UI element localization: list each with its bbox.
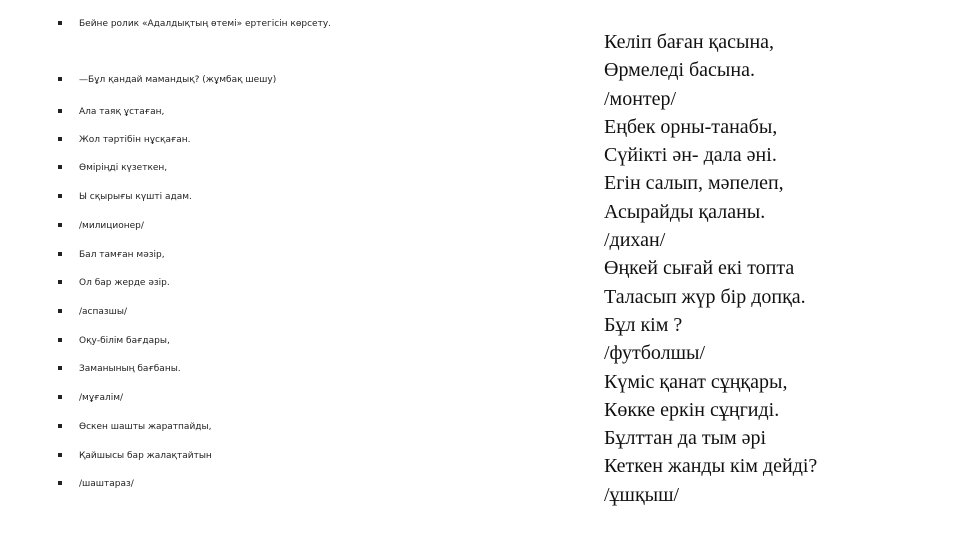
bullet-icon [58,395,62,399]
list-item [58,74,276,86]
poem-line: /ұшқыш/ [604,483,680,506]
list-item [58,335,170,347]
poem-line: Өрмеледі басына. [604,59,755,82]
list-item-text: Заманының бағбаны. [79,364,181,374]
poem-line: Келіп баған қасына, [604,31,775,53]
list-item [58,191,192,203]
list-item [58,249,165,261]
poem-line: Өңкей сығай екі топта [604,257,795,280]
bullet-icon [58,424,62,428]
list-item [58,306,127,318]
list-item-text: /шаштараз/ [79,479,134,489]
list-item-text: /аспазшы/ [79,307,128,317]
list-item-text: Ы сқырығы күшті адам. [79,192,192,202]
list-item-text: Бейне ролик «Адалдықтың өтемі» ертегісін көрсету. [79,19,331,29]
list-item-text: Бал тамған мәзір, [79,250,165,260]
list-item [58,363,181,375]
list-item-text: /милиционер/ [79,221,144,231]
list-item-text: —Бұл қандай мамандық? (жұмбақ шешу) [79,75,277,85]
poem-line: /дихан/ [604,229,666,252]
poem-line: Күміс қанат сұңқары, [604,370,788,393]
list-item [58,277,170,289]
bullet-icon [58,252,62,256]
bullet-icon [58,481,62,485]
list-item [58,478,134,490]
list-item [58,18,331,30]
poem-line: Таласып жүр бір допқа. [604,285,806,308]
list-item [58,220,144,232]
poem-line: Еңбек орны-танабы, [604,115,778,138]
list-item [58,134,191,146]
riddle-bullet-list [58,0,538,540]
poem-line: Асырайды қаланы. [604,200,766,223]
bullet-icon [58,109,62,113]
list-item [58,421,211,433]
list-item [58,392,123,404]
bullet-icon [58,194,62,198]
bullet-icon [58,453,62,457]
riddle-poem [604,28,944,509]
poem-line: /монтер/ [604,87,677,110]
list-item-text: Жол тәртібін нұсқаған. [79,135,191,145]
list-item [58,106,164,118]
list-item-text: Қайшысы бар жалақтайтын [79,451,212,461]
poem-line: /футболшы/ [604,342,706,365]
bullet-icon [58,77,62,81]
list-item [58,162,167,174]
poem-line: Сүйікті ән- дала әні. [604,144,777,167]
poem-line: Бұлттан да тым әрі [604,427,767,450]
bullet-icon [58,137,62,141]
list-item-text: Өскен шашты жаратпайды, [79,422,212,432]
list-item-text: Ала таяқ ұстаған, [79,107,165,117]
bullet-icon [58,165,62,169]
list-item-text: Өміріңді күзеткен, [79,163,168,173]
bullet-icon [58,280,62,284]
list-item [58,450,212,462]
list-item-text: /мұғалім/ [79,393,124,403]
bullet-icon [58,338,62,342]
poem-line: Егін салып, мәпелеп, [604,172,784,195]
list-item-text: Ол бар жерде әзір. [79,278,170,288]
poem-line: Кеткен жанды кім дейді? [604,455,818,478]
bullet-icon [58,21,62,25]
poem-line: Көкке еркін сұңгиді. [604,398,780,421]
bullet-icon [58,309,62,313]
list-item-text: Оқу-білім бағдары, [79,336,170,346]
bullet-icon [58,223,62,227]
poem-line: Бұл кім ? [604,313,683,336]
bullet-icon [58,366,62,370]
